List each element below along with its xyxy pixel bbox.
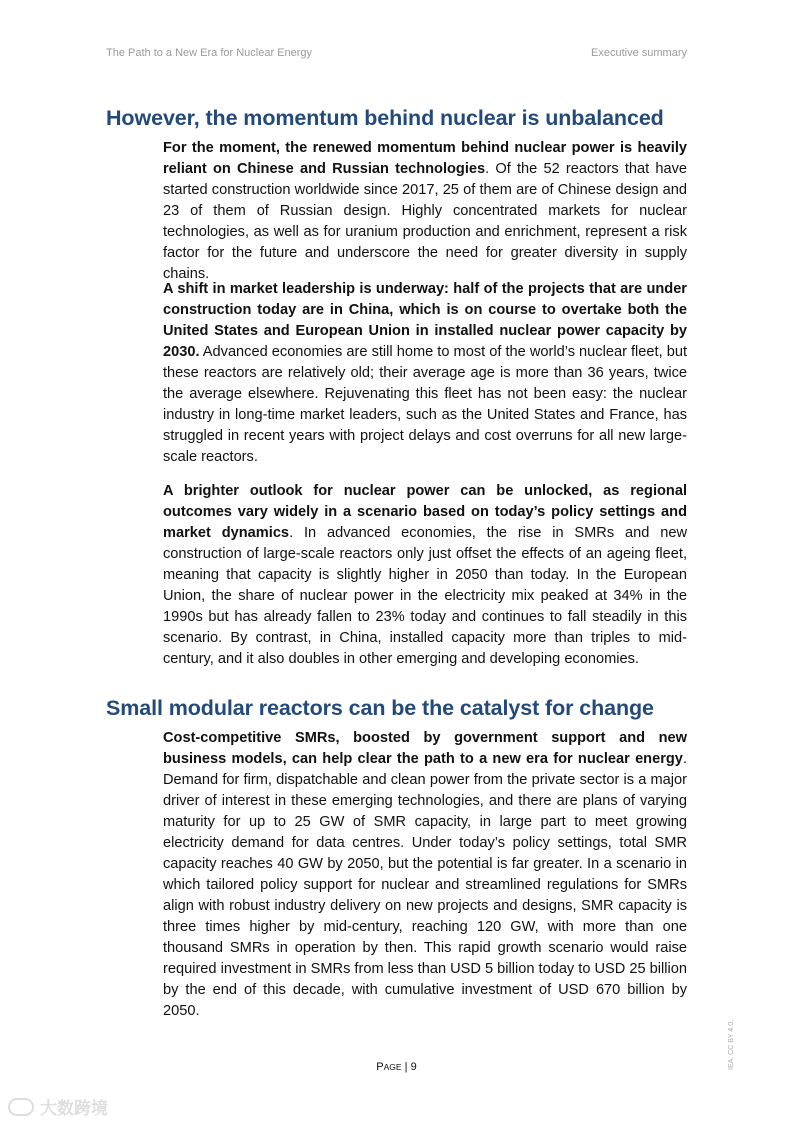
page-footer <box>0 1061 793 1073</box>
page-separator: | <box>401 1061 411 1073</box>
running-header-section: Executive summary <box>591 47 687 59</box>
page-label-rest: AGE <box>383 1062 402 1072</box>
paragraph <box>163 279 687 468</box>
paragraph-lead: A brighter outlook for nuclear power can be unlocked, as regional outcomes vary widely in a scenario based on today’s policy settings and market dynamics <box>163 483 687 541</box>
section-heading: However, the momentum behind nuclear is unbalanced <box>106 106 664 130</box>
section-heading: Small modular reactors can be the catalyst for change <box>106 696 654 720</box>
page-number: 9 <box>410 1061 417 1073</box>
watermark-text: 大数跨境 <box>40 1099 108 1118</box>
paragraph-body: . Of the 52 reactors that have started construction worldwide since 2017, 25 of them are of Chinese design and 23 of them of Russian design. Highly concentrated markets for nuclear technologies, as well as for uranium production and enrichment, represent a risk factor for the future and underscore the need for greater diversity in supply chains. <box>163 161 687 282</box>
paragraph <box>163 481 687 670</box>
license-note: IEA. CC BY 4.0. <box>728 1019 735 1070</box>
paragraph-body: Advanced economies are still home to most of the world’s nuclear fleet, but these reactors are relatively old; their average age is more than 36 years, twice the average elsewhere. Rejuvenating this fleet has not been easy: the nuclear industry in long-time market leaders, such as the United States and France, has struggled in recent years with project delays and cost overruns for all new large-scale reactors. <box>163 344 687 465</box>
paragraph <box>163 138 687 285</box>
paragraph-lead: A shift in market leadership is underway: half of the projects that are under construction today are in China, which is on course to overtake both the United States and European Union in installed nuclear power capacity by 2030. <box>163 281 687 360</box>
watermark-logo-icon <box>8 1098 34 1116</box>
paragraph-lead: For the moment, the renewed momentum behind nuclear power is heavily reliant on Chinese and Russian technologies <box>163 140 687 177</box>
paragraph <box>163 728 687 1022</box>
paragraph-lead: Cost-competitive SMRs, boosted by government support and new business models, can help clear the path to a new era for nuclear energy <box>163 730 687 767</box>
page-label: P <box>376 1061 384 1073</box>
watermark <box>8 1094 108 1119</box>
paragraph-body: . Demand for firm, dispatchable and clean power from the private sector is a major driver of interest in these emerging technologies, and there are plans of varying maturity for up to 25 GW of SMR capacity, in large part to meet growing electricity demand for data centres. Under today’s policy settings, total SMR capacity reaches 40 GW by 2050, but the potential is far greater. In a scenario in which tailored policy support for nuclear and streamlined regulations for SMRs align with robust industry delivery on new projects and designs, SMR capacity is three times higher by mid-century, reaching 120 GW, with more than one thousand SMRs in operation by then. This rapid growth scenario would raise required investment in SMRs from less than USD 5 billion today to USD 25 billion by the end of this decade, with cumulative investment of USD 670 billion by 2050. <box>163 751 687 1019</box>
paragraph-body: . In advanced economies, the rise in SMRs and new construction of large-scale reactors only just offset the effects of an ageing fleet, meaning that capacity is slightly higher in 2050 than today. In the European Union, the share of nuclear power in the electricity mix peaked at 34% in the 1990s but has already fallen to 23% today and continues to fall steadily in this scenario. By contrast, in China, installed capacity more than triples to mid-century, and it also doubles in other emerging and developing economies. <box>163 525 687 667</box>
running-header-title: The Path to a New Era for Nuclear Energy <box>106 47 313 59</box>
